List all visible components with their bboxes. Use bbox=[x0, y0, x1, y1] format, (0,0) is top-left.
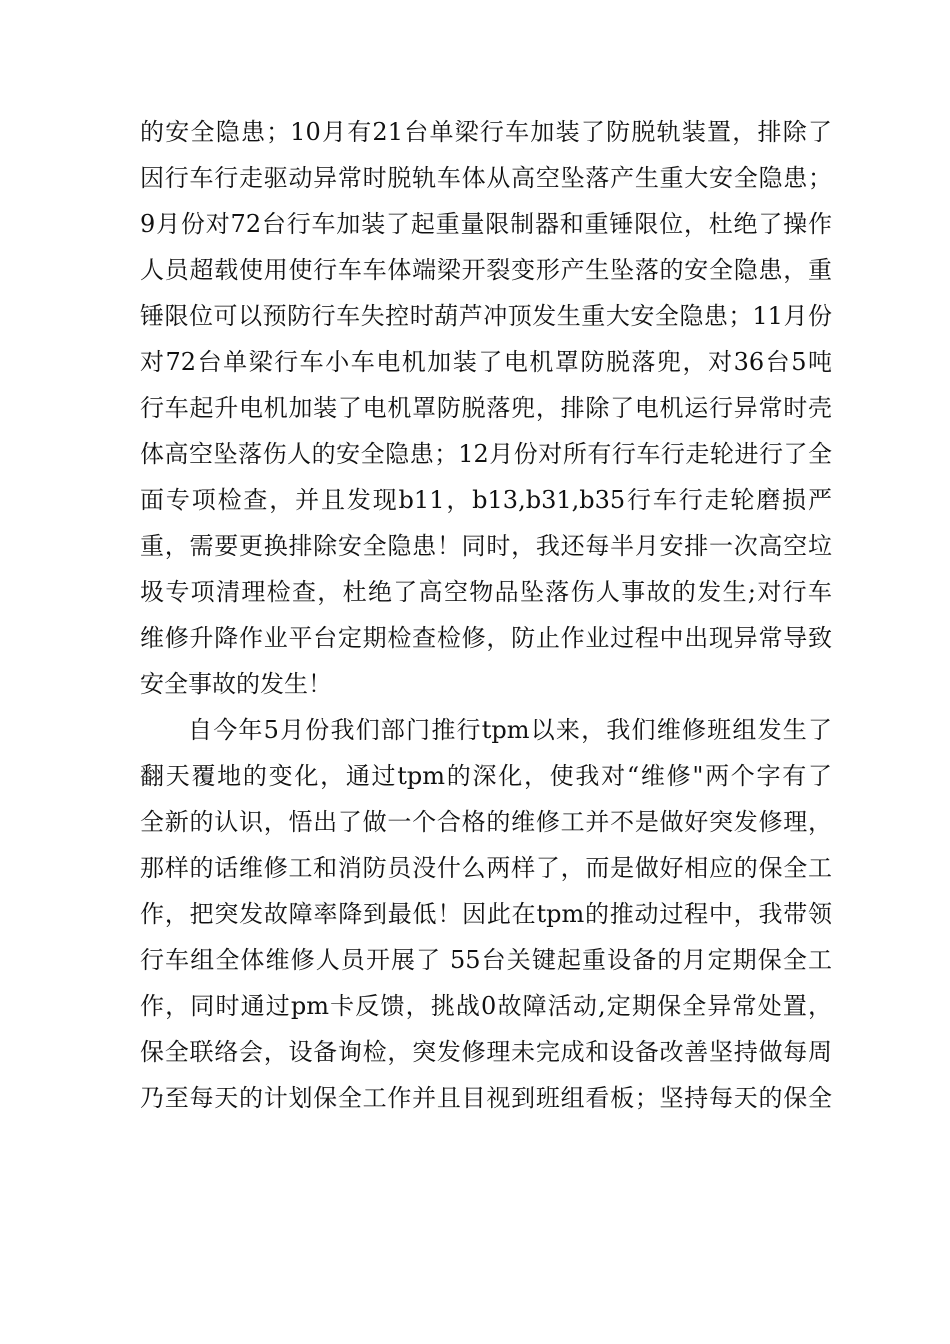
text-line: 的安全隐患；10月有21台单梁行车加装了防脱轨装置，排除了 bbox=[140, 118, 832, 146]
text-line: 面专项检查，并且发现b11，b13,b31,b35行车行走轮磨损严 bbox=[140, 486, 832, 514]
paragraph-tpm-maintenance bbox=[140, 707, 832, 1121]
text-line: 翻天覆地的变化，通过tpm的深化，使我对“维修"两个字有了 bbox=[140, 762, 832, 790]
text-line: 全新的认识，悟出了做一个合格的维修工并不是做好突发修理， bbox=[140, 808, 832, 836]
text-line: 行车起升电机加装了电机罩防脱落兜，排除了电机运行异常时壳 bbox=[140, 394, 832, 422]
text-line: 安全事故的发生！ bbox=[140, 670, 332, 698]
text-line: 9月份对72台行车加装了起重量限制器和重锤限位，杜绝了操作 bbox=[140, 210, 832, 238]
text-line: 作，同时通过pm卡反馈，挑战0故障活动,定期保全异常处置， bbox=[140, 992, 832, 1020]
text-line: 锤限位可以预防行车失控时葫芦冲顶发生重大安全隐患；11月份 bbox=[140, 302, 832, 330]
paragraph-safety-measures bbox=[140, 109, 832, 707]
text-line: 重，需要更换排除安全隐患！同时，我还每半月安排一次高空垃 bbox=[140, 532, 832, 560]
text-line: 作，把突发故障率降到最低！因此在tpm的推动过程中，我带领 bbox=[140, 900, 832, 928]
text-line: 保全联络会，设备询检，突发修理未完成和设备改善坚持做每周 bbox=[140, 1038, 832, 1066]
text-line: 那样的话维修工和消防员没什么两样了，而是做好相应的保全工 bbox=[140, 854, 832, 882]
text-line: 乃至每天的计划保全工作并且目视到班组看板；坚持每天的保全 bbox=[140, 1084, 832, 1112]
text-line: 体高空坠落伤人的安全隐患；12月份对所有行车行走轮进行了全 bbox=[140, 440, 832, 468]
text-line: 因行车行走驱动异常时脱轨车体从高空坠落产生重大安全隐患； bbox=[140, 164, 832, 192]
text-line: 圾专项清理检查，杜绝了高空物品坠落伤人事故的发生;对行车 bbox=[140, 578, 832, 606]
text-line: 自今年5月份我们部门推行tpm以来，我们维修班组发生了 bbox=[188, 716, 832, 744]
text-line: 对72台单梁行车小车电机加装了电机罩防脱落兜，对36台5吨 bbox=[140, 348, 832, 376]
text-line: 行车组全体维修人员开展了 55台关键起重设备的月定期保全工 bbox=[140, 946, 832, 974]
text-line: 人员超载使用使行车车体端梁开裂变形产生坠落的安全隐患，重 bbox=[140, 256, 832, 284]
text-line: 维修升降作业平台定期检查检修，防止作业过程中出现异常导致 bbox=[140, 624, 832, 652]
